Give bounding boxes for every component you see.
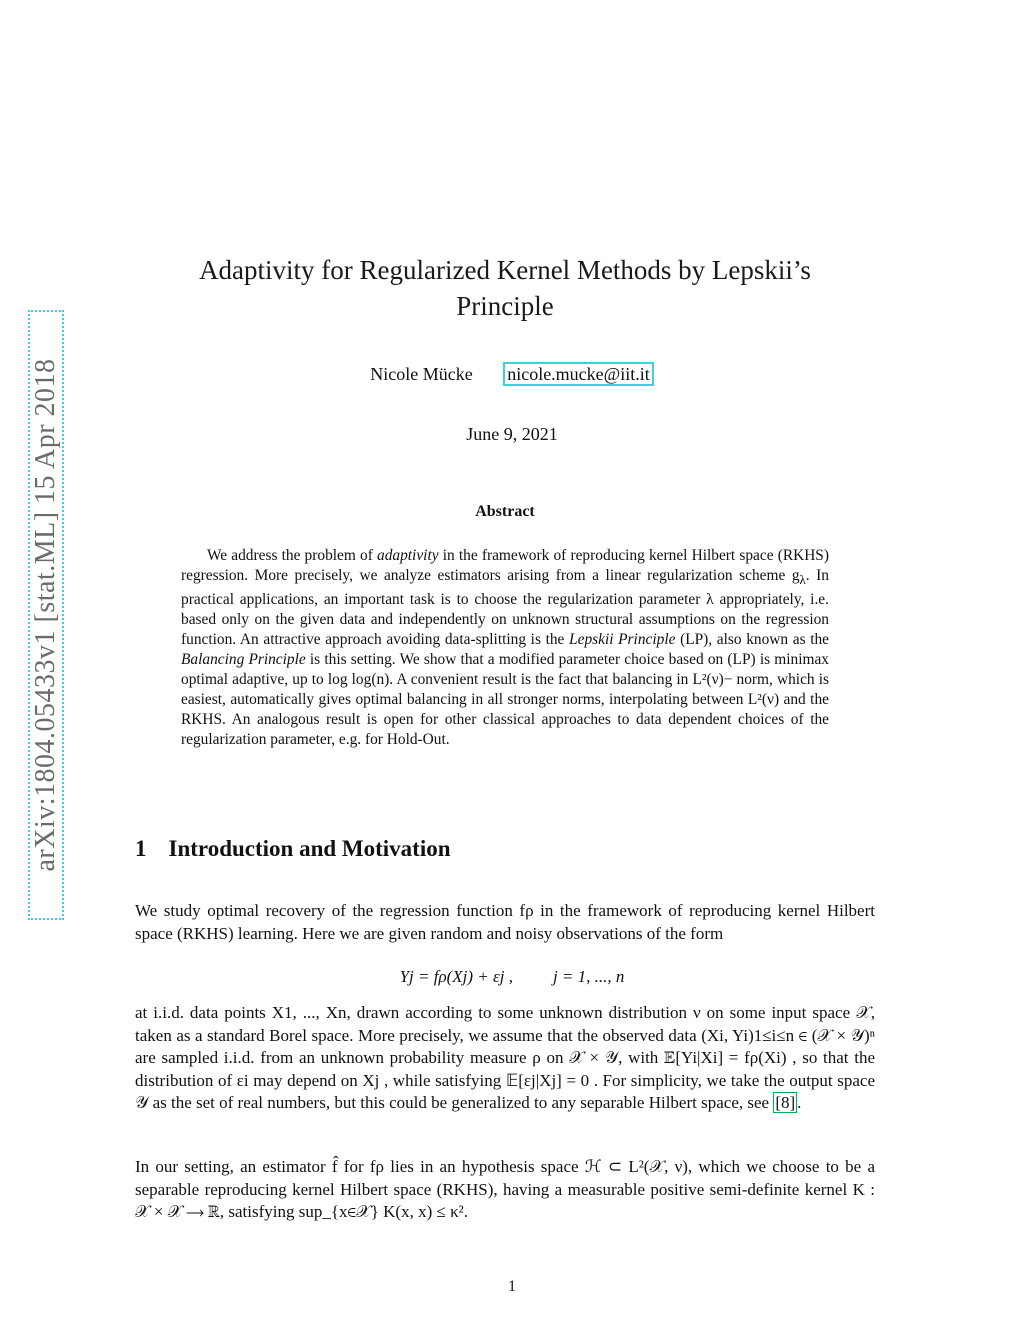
- equation-1: [0, 967, 1024, 987]
- section-number: 1: [135, 836, 147, 861]
- section-title: Introduction and Motivation: [168, 836, 451, 861]
- author-name: Nicole Mücke: [370, 364, 473, 384]
- body-paragraph-1: We study optimal recovery of the regression function fρ in the framework of reproducing kernel Hilbert space (RKHS) learning. Here we are given random and noisy observations of the form: [135, 901, 875, 943]
- abstract-text-1: We address the problem of: [207, 547, 377, 564]
- equation-right: j = 1, ..., n: [552, 967, 625, 986]
- author-line: [0, 364, 1024, 385]
- abstract-text-4: (LP), also known as the: [675, 631, 830, 649]
- abstract-body: [181, 546, 829, 750]
- body-paragraph-3: In our setting, an estimator f̂ for fρ lies in an hypothesis space ℋ ⊂ L²(𝒳, ν), which we choose to be a separable reproducing kernel Hilbert space (RKHS), having a measurable positive semi-definite kernel K : 𝒳 × 𝒳 ⟶ ℝ, satisfying sup_{x∈𝒳} K(x, x) ≤ κ².: [135, 1157, 875, 1221]
- section-heading: [135, 836, 451, 862]
- body-paragraph-2-text: at i.i.d. data points X1, ..., Xn, drawn according to some unknown distribution ν on some input space 𝒳, taken as a standard Borel space. More precisely, we assume that the observed data (Xi, Yi)1≤i≤n ∈ (𝒳 × 𝒴)ⁿ are sampled i.i.d. from an unknown probability measure ρ on 𝒳 × 𝒴, with 𝔼[Yi|Xi] = fρ(Xi) , so that the distribution of εi may depend on Xj , while satisfying 𝔼[εj|Xj] = 0 . For simplicity, we take the output space 𝒴 as the set of real numbers, but this could be generalized to any separable Hilbert space, see: [135, 1003, 875, 1112]
- abstract-emph-lepskii: Lepskii Principle: [569, 631, 676, 649]
- author-email-link[interactable]: nicole.mucke@iit.it: [503, 362, 654, 386]
- abstract-emph-adaptivity: adaptivity: [377, 547, 439, 564]
- abstract-heading: Abstract: [475, 503, 535, 520]
- abstract-text-5: is this setting. We show that a modified parameter choice based on (LP) is minimax optimal adaptive, up to log log(n). A convenient result is the fact that balancing in L²(ν)− norm, which is easiest, automatically gives optimal balancing in all stronger norms, interpolating between L²(ν) and the RKHS. An analogous result is open for other classical approaches to data dependent choices of the regularization parameter, e.g. for Hold-Out.: [181, 651, 829, 749]
- abstract-text-2: in the framework of reproducing kernel Hilbert space (RKHS) regression. More precisely, we analyze estimators arising from a linear regularization scheme g: [181, 547, 829, 584]
- abstract-emph-balancing: Balancing Principle: [181, 651, 306, 669]
- paper-date: June 9, 2021: [466, 424, 558, 444]
- body-paragraph-2-end: .: [797, 1093, 802, 1112]
- abstract-subscript-lambda: λ: [799, 573, 806, 588]
- arxiv-identifier-box[interactable]: [28, 310, 64, 920]
- page-number: 1: [508, 1278, 516, 1295]
- equation-left: Yj = fρ(Xj) + εj ,: [399, 967, 513, 986]
- abstract-text-3: . In practical applications, an important task is to choose the regularization parameter λ appropriately, i.e. based only on the given data and independently on unknown structural assumptions on the regression function. An attractive approach avoiding data-splitting is the: [181, 567, 829, 649]
- body-paragraph-2: [135, 1002, 875, 1115]
- citation-link[interactable]: [8]: [775, 1093, 796, 1112]
- arxiv-identifier: arXiv:1804.05433v1 [stat.ML] 15 Apr 2018: [30, 358, 61, 872]
- paper-title: Adaptivity for Regularized Kernel Methods by Lepskii’s Principle: [199, 255, 811, 321]
